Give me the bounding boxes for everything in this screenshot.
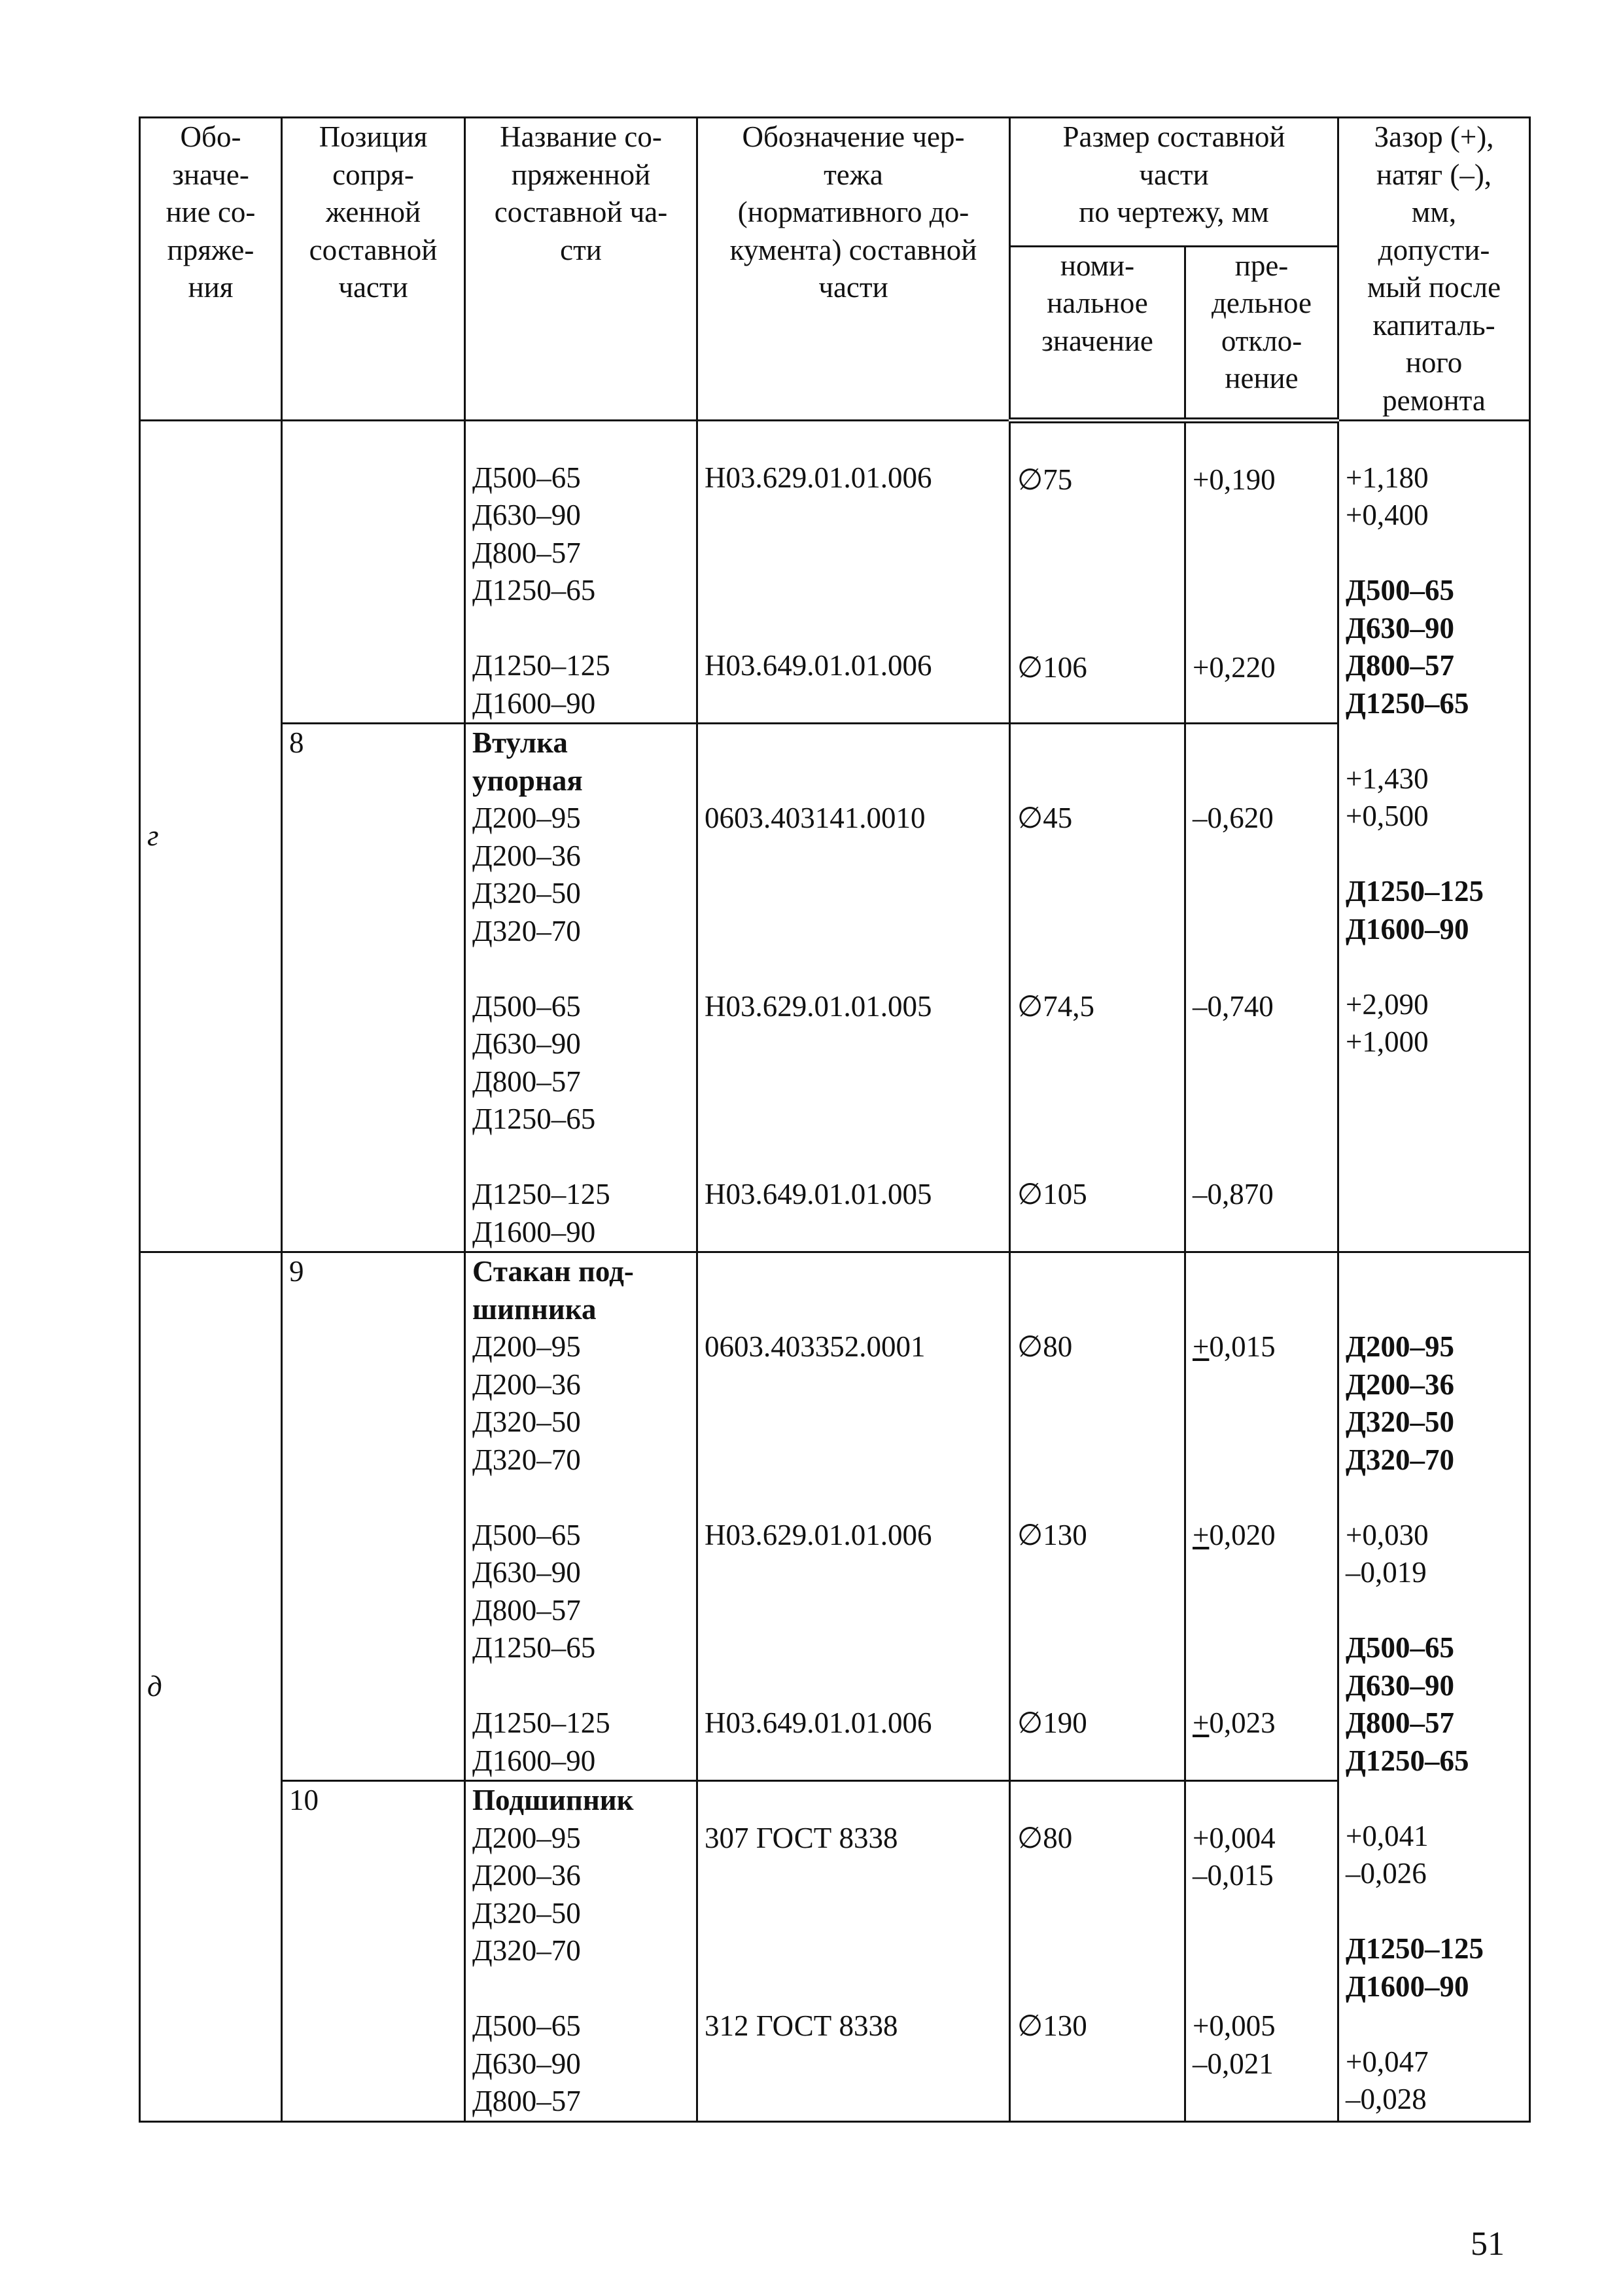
- text-line: Зазор (+),: [1374, 120, 1494, 153]
- clearance-line: Д800–57: [1346, 1706, 1454, 1739]
- text-line: [1017, 1404, 1178, 1441]
- text-line: ∅45: [1017, 802, 1073, 834]
- drawing-cell: [697, 1252, 1010, 1781]
- mating-mark-d: [140, 1252, 282, 2122]
- text-line: мм,: [1411, 196, 1457, 228]
- clearance-line: [1346, 1592, 1522, 1630]
- text-line: +0,190: [1193, 463, 1276, 496]
- text-line: допусти-: [1378, 233, 1490, 266]
- clearance-line: [1346, 535, 1522, 573]
- text-line: [1193, 1139, 1331, 1176]
- text-line: 307 ГОСТ 8338: [705, 1821, 898, 1854]
- text-line: [1193, 1517, 1331, 1555]
- position-cell: 9: [282, 1252, 465, 1781]
- nominal-cell: [1010, 1781, 1185, 2122]
- part-name-cell: [465, 1252, 697, 1781]
- text-line: откло-: [1221, 324, 1302, 357]
- clearance-line: +0,030: [1346, 1518, 1429, 1551]
- text-line: нальное: [1047, 287, 1148, 319]
- text-line: Д500–65: [472, 1518, 581, 1551]
- deviation-cell: [1185, 1781, 1338, 2122]
- header-drawing-designation: [697, 118, 1010, 421]
- clearance-line: [1346, 2005, 1522, 2043]
- text-line: Д800–57: [472, 536, 581, 569]
- text-line: ∅80: [1017, 1821, 1073, 1854]
- text-line: Д800–57: [472, 2085, 581, 2117]
- text-line: Название со-: [500, 120, 662, 153]
- text-line: +0,220: [1193, 651, 1276, 684]
- text-line: [705, 1101, 1002, 1139]
- nominal-cell: [1010, 1252, 1185, 1781]
- text-line: +0,004: [1193, 1821, 1276, 1854]
- clearance-line: Д630–90: [1346, 1669, 1454, 1702]
- spec-table: [139, 116, 1531, 2123]
- clearance-line: [1346, 1479, 1522, 1517]
- text-line: [1193, 875, 1331, 913]
- text-line: Д320–70: [472, 1443, 581, 1476]
- part-name-cell: [465, 421, 697, 724]
- text-line: значение: [1041, 324, 1153, 357]
- text-line: Д800–57: [472, 1065, 581, 1098]
- text-line: [472, 1970, 689, 2008]
- header-limit-deviation: [1185, 246, 1338, 421]
- text-line: Д500–65: [472, 461, 581, 494]
- text-line: [1017, 1063, 1178, 1101]
- text-line: Размер составной: [1062, 120, 1285, 153]
- clearance-line: +1,000: [1346, 1025, 1429, 1058]
- clearance-line: +1,430: [1346, 762, 1429, 795]
- text-line: пре-: [1234, 249, 1289, 282]
- text-line: Д200–95: [472, 1330, 581, 1363]
- text-line: мый после: [1367, 271, 1501, 304]
- text-line: Д320–50: [472, 1896, 581, 1930]
- text-line: [1193, 1895, 1331, 1933]
- clearance-line: Д320–50: [1346, 1405, 1454, 1438]
- text-line: ния: [188, 271, 234, 304]
- text-line: части: [338, 271, 408, 304]
- text-line: [1193, 612, 1331, 650]
- deviation-value: 0,015: [1209, 1330, 1276, 1363]
- text-line: [1017, 875, 1178, 913]
- text-line: [705, 1063, 1002, 1101]
- text-line: [1017, 950, 1178, 988]
- table-row: [140, 724, 1530, 1252]
- text-line: [1017, 1441, 1178, 1479]
- text-line: [705, 875, 1002, 913]
- mating-mark-g: [140, 421, 282, 1252]
- text-line: Д630–90: [472, 499, 581, 531]
- text-line: [705, 572, 1002, 610]
- text-line: [1017, 612, 1178, 650]
- header-size-group: [1010, 118, 1338, 247]
- text-line: натяг (–),: [1376, 158, 1492, 191]
- text-line: [705, 1554, 1002, 1592]
- deviation-value: 0,023: [1209, 1706, 1276, 1739]
- clearance-line: +1,180: [1346, 461, 1429, 494]
- deviation-value: 0,020: [1209, 1518, 1276, 1551]
- drawing-cell: [697, 421, 1010, 724]
- clearance-cell-g: [1338, 421, 1530, 1252]
- text-line: [705, 1404, 1002, 1441]
- text-line: [1193, 1025, 1331, 1063]
- text-line: [1193, 1592, 1331, 1630]
- table-row: [140, 1781, 1530, 2122]
- text-line: Д1250–65: [472, 574, 596, 607]
- text-line: [1193, 537, 1331, 574]
- header-clearance: [1338, 118, 1530, 421]
- text-line: [1193, 1704, 1331, 1742]
- text-line: Подшипник: [472, 1784, 634, 1816]
- text-line: Д1250–125: [472, 1706, 610, 1739]
- part-title: [472, 1253, 689, 1328]
- clearance-line: Д320–70: [1346, 1443, 1454, 1476]
- text-line: Д630–90: [472, 1556, 581, 1589]
- text-line: [705, 1139, 1002, 1176]
- text-line: –0,021: [1193, 2047, 1274, 2080]
- text-line: [705, 497, 1002, 535]
- clearance-line: +0,047: [1346, 2045, 1429, 2078]
- text-line: [1017, 838, 1178, 875]
- position-cell: 10: [282, 1781, 465, 2122]
- text-line: Стакан под-: [472, 1255, 634, 1288]
- position-cell: 8: [282, 724, 465, 1252]
- text-line: –0,015: [1193, 1859, 1274, 1892]
- text-line: [1017, 1366, 1178, 1404]
- clearance-line: –0,026: [1346, 1857, 1427, 1890]
- deviation-cell: [1185, 421, 1338, 724]
- text-line: [705, 1479, 1002, 1517]
- text-line: [1017, 913, 1178, 951]
- text-line: [1193, 1554, 1331, 1592]
- clearance-line: Д1250–125: [1346, 1932, 1484, 1965]
- text-line: Д800–57: [472, 1593, 581, 1627]
- text-line: по чертежу, мм: [1079, 196, 1269, 228]
- text-line: Д320–50: [472, 877, 581, 910]
- clearance-line: +0,041: [1346, 1819, 1429, 1852]
- text-line: [1193, 1629, 1331, 1667]
- text-line: [705, 1932, 1002, 1970]
- text-line: ∅190: [1017, 1706, 1087, 1739]
- text-line: Д200–36: [472, 1368, 581, 1401]
- text-line: Д320–70: [472, 914, 581, 947]
- text-line: Д1250–65: [472, 1103, 596, 1135]
- text-line: [1017, 1895, 1178, 1933]
- text-line: [1017, 1592, 1178, 1630]
- text-line: части: [1139, 158, 1209, 191]
- clearance-line: +0,500: [1346, 800, 1429, 832]
- text-line: [472, 1139, 689, 1176]
- text-line: [705, 535, 1002, 573]
- text-line: [1017, 1554, 1178, 1592]
- text-line: [1017, 537, 1178, 574]
- text-line: [1017, 1479, 1178, 1517]
- text-line: [705, 1592, 1002, 1630]
- clearance-line: Д1600–90: [1346, 912, 1469, 945]
- text-line: Втулка: [472, 726, 568, 759]
- part-name-cell: [465, 1781, 697, 2122]
- text-line: Д500–65: [472, 2009, 581, 2042]
- text-line: составной: [309, 233, 438, 266]
- text-line: Д320–50: [472, 1405, 581, 1438]
- table-header: [140, 118, 1530, 421]
- clearance-cell-d: [1338, 1252, 1530, 2122]
- text-line: –0,740: [1193, 989, 1274, 1023]
- header-part-position: [282, 118, 465, 421]
- text-line: [1193, 1932, 1331, 1970]
- plus-minus-sign: +: [1193, 1330, 1210, 1363]
- text-line: Д320–70: [472, 1934, 581, 1967]
- text-line: ремонта: [1382, 383, 1486, 417]
- text-line: тежа: [824, 158, 883, 191]
- text-line: ∅130: [1017, 1518, 1087, 1551]
- text-line: [705, 1667, 1002, 1705]
- part-title: [472, 1782, 689, 1820]
- text-line: [1193, 1970, 1331, 2008]
- text-line: [1193, 950, 1331, 988]
- text-line: нение: [1225, 362, 1299, 395]
- text-line: упорная: [472, 764, 583, 797]
- text-line: [1193, 1063, 1331, 1101]
- text-line: Н03.629.01.01.006: [705, 461, 932, 494]
- text-line: [1017, 574, 1178, 612]
- text-line: женной: [325, 196, 421, 228]
- text-line: ∅80: [1017, 1330, 1073, 1363]
- text-line: ∅130: [1017, 2009, 1087, 2042]
- clearance-line: Д1600–90: [1346, 1969, 1469, 2003]
- text-line: дельное: [1212, 287, 1312, 319]
- text-line: шипника: [472, 1292, 597, 1326]
- text-line: ∅106: [1017, 651, 1087, 684]
- text-line: ∅74,5: [1017, 989, 1094, 1023]
- text-line: Н03.649.01.01.006: [705, 1706, 932, 1739]
- text-line: [1193, 913, 1331, 951]
- text-line: сти: [560, 233, 602, 266]
- text-line: [472, 1479, 689, 1517]
- text-line: [1017, 1857, 1178, 1895]
- header-nominal-value: [1010, 246, 1185, 421]
- clearance-line: Д500–65: [1346, 1631, 1454, 1664]
- text-line: Обозначение чер-: [742, 120, 965, 153]
- text-line: значе-: [172, 158, 249, 191]
- text-line: [1017, 1101, 1178, 1139]
- text-line: [1193, 1441, 1331, 1479]
- text-line: [1193, 1328, 1331, 1366]
- clearance-line: Д1250–125: [1346, 875, 1484, 908]
- text-line: Д1600–90: [472, 686, 596, 720]
- table-row: [140, 1252, 1530, 1781]
- header-part-name: [465, 118, 697, 421]
- mating-mark-g-text: г: [147, 819, 159, 853]
- text-line: [705, 1629, 1002, 1667]
- text-line: [1193, 1479, 1331, 1517]
- text-line: Д630–90: [472, 1027, 581, 1060]
- text-line: Д200–36: [472, 839, 581, 872]
- clearance-line: –0,019: [1346, 1556, 1427, 1589]
- clearance-line: Д800–57: [1346, 649, 1454, 682]
- text-line: ние со-: [166, 196, 256, 228]
- text-line: [1193, 1404, 1331, 1441]
- clearance-line: [1346, 1893, 1522, 1931]
- text-line: Д1250–65: [472, 1631, 596, 1664]
- text-line: [1193, 499, 1331, 537]
- text-line: [1017, 1629, 1178, 1667]
- clearance-line: Д500–65: [1346, 574, 1454, 607]
- text-line: [705, 1441, 1002, 1479]
- text-line: Д1600–90: [472, 1215, 596, 1248]
- deviation-cell: [1185, 1252, 1338, 1781]
- part-name-cell: [465, 724, 697, 1252]
- text-line: Д200–95: [472, 802, 581, 834]
- text-line: [705, 610, 1002, 648]
- text-line: [705, 838, 1002, 875]
- clearance-line: +0,400: [1346, 499, 1429, 531]
- header-mating-designation: [140, 118, 282, 421]
- text-line: Д1250–125: [472, 649, 610, 682]
- text-line: [705, 1025, 1002, 1063]
- text-line: Н03.629.01.01.005: [705, 989, 932, 1023]
- position-cell: [282, 421, 465, 724]
- text-line: [1017, 499, 1178, 537]
- clearance-line: Д200–36: [1346, 1368, 1454, 1401]
- text-line: Д500–65: [472, 989, 581, 1023]
- text-line: Д200–95: [472, 1821, 581, 1854]
- deviation-cell: [1185, 724, 1338, 1252]
- text-line: Обо-: [180, 120, 241, 153]
- text-line: Н03.649.01.01.005: [705, 1178, 932, 1210]
- text-line: +0,005: [1193, 2009, 1276, 2042]
- text-line: [1017, 1932, 1178, 1970]
- drawing-cell: [697, 1781, 1010, 2122]
- text-line: –0,870: [1193, 1178, 1274, 1210]
- clearance-line: +2,090: [1346, 987, 1429, 1021]
- text-line: ного: [1405, 346, 1463, 379]
- text-line: части: [818, 271, 888, 304]
- text-line: [1017, 1139, 1178, 1176]
- text-line: Д630–90: [472, 2047, 581, 2080]
- clearance-line: [1346, 722, 1522, 760]
- page-number: 51: [1471, 2225, 1505, 2263]
- plus-minus-sign: +: [1193, 1706, 1210, 1739]
- nominal-cell: [1010, 421, 1185, 724]
- text-line: пряженной: [511, 158, 651, 191]
- text-line: [705, 913, 1002, 951]
- drawing-cell: [697, 724, 1010, 1252]
- text-line: [705, 1970, 1002, 2008]
- text-line: Н03.629.01.01.006: [705, 1518, 932, 1551]
- text-line: сопря-: [332, 158, 414, 191]
- text-line: [1193, 574, 1331, 612]
- text-line: [1193, 1667, 1331, 1705]
- text-line: 0603.403352.0001: [705, 1330, 926, 1363]
- text-line: ∅105: [1017, 1178, 1087, 1210]
- clearance-line: Д630–90: [1346, 611, 1454, 645]
- text-line: Н03.649.01.01.006: [705, 649, 932, 682]
- clearance-line: [1346, 836, 1522, 874]
- plus-minus-sign: +: [1193, 1518, 1210, 1551]
- nominal-cell: [1010, 724, 1185, 1252]
- text-line: 312 ГОСТ 8338: [705, 2009, 898, 2042]
- text-line: Д1600–90: [472, 1744, 596, 1777]
- text-line: [1193, 1101, 1331, 1139]
- text-line: [472, 610, 689, 648]
- text-line: [1017, 1970, 1178, 2008]
- text-line: кумента) составной: [729, 233, 977, 266]
- text-line: Позиция: [319, 120, 428, 153]
- text-line: [705, 1895, 1002, 1933]
- clearance-line: Д200–95: [1346, 1330, 1454, 1363]
- text-line: Д200–36: [472, 1859, 581, 1892]
- text-line: (нормативного до-: [737, 196, 969, 228]
- clearance-line: [1346, 1291, 1522, 1329]
- text-line: составной ча-: [494, 196, 668, 228]
- text-line: номи-: [1060, 249, 1135, 282]
- clearance-line: Д1250–65: [1346, 1744, 1469, 1777]
- text-line: [1017, 1667, 1178, 1705]
- clearance-line: [1346, 948, 1522, 986]
- text-line: [1193, 838, 1331, 875]
- text-line: пряже-: [167, 233, 254, 266]
- clearance-line: –0,028: [1346, 2083, 1427, 2115]
- clearance-line: Д1250–65: [1346, 686, 1469, 720]
- text-line: [1193, 1366, 1331, 1404]
- table-row: [140, 421, 1530, 724]
- text-line: капиталь-: [1372, 308, 1495, 342]
- text-line: [472, 1667, 689, 1705]
- text-line: [705, 950, 1002, 988]
- text-line: ∅75: [1017, 463, 1073, 496]
- part-title: [472, 724, 689, 800]
- text-line: [705, 1857, 1002, 1895]
- text-line: –0,620: [1193, 802, 1274, 834]
- text-line: 0603.403141.0010: [705, 802, 926, 834]
- clearance-line: [1346, 1780, 1522, 1818]
- text-line: [472, 950, 689, 988]
- mating-mark-d-text: д: [147, 1670, 162, 1703]
- text-line: [1017, 1025, 1178, 1063]
- text-line: [705, 1366, 1002, 1404]
- text-line: Д1250–125: [472, 1178, 610, 1210]
